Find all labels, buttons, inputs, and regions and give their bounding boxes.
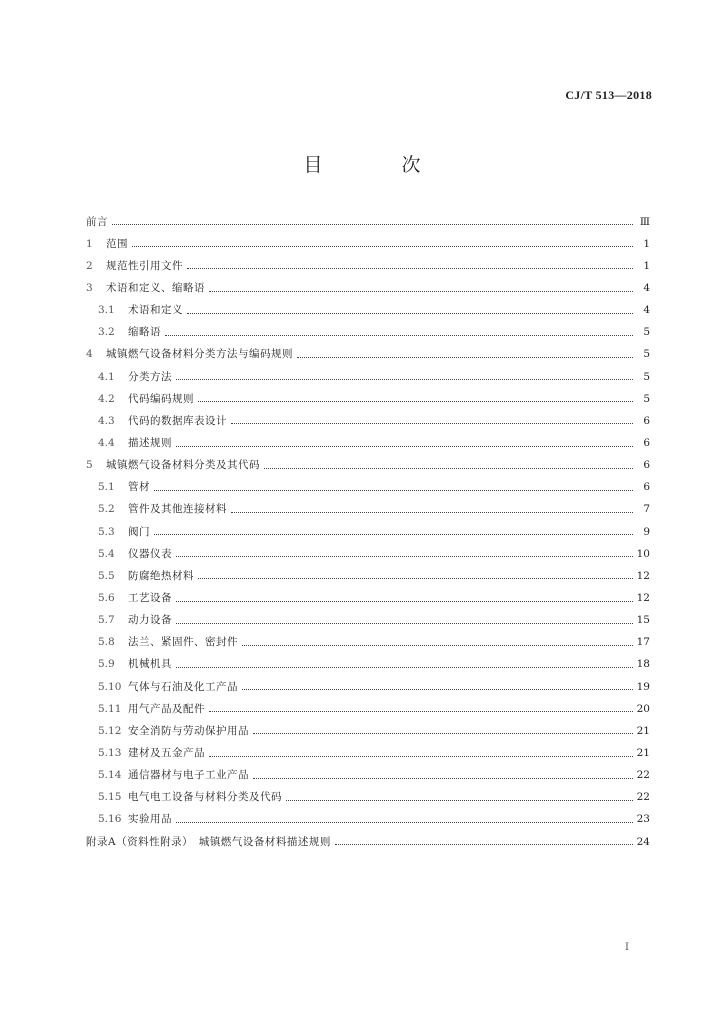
toc-entry-page: 6 <box>643 459 650 472</box>
table-of-contents <box>86 205 650 847</box>
toc-entry[interactable] <box>86 360 650 382</box>
toc-entry-title: 实验用品 <box>128 813 172 826</box>
toc-entry-number: 2 <box>86 259 93 272</box>
standard-code: CJ/T 513—2018 <box>565 88 652 102</box>
toc-dot-leader <box>335 844 633 845</box>
toc-dot-leader <box>253 733 633 734</box>
page-number: I <box>625 942 629 953</box>
toc-entry-number: 3.2 <box>98 326 115 339</box>
toc-entry-number: 5.11 <box>98 702 122 715</box>
toc-entry-page: 1 <box>643 237 650 250</box>
toc-entry[interactable] <box>86 736 650 758</box>
toc-entry[interactable] <box>86 825 650 847</box>
toc-dot-leader <box>187 268 633 269</box>
toc-entry-number: 5.13 <box>98 747 122 760</box>
toc-dot-leader <box>132 246 633 247</box>
toc-dot-leader <box>242 645 633 646</box>
toc-entry-title: 代码的数据库表设计 <box>128 414 227 427</box>
toc-entry-number: 4.4 <box>98 437 115 450</box>
toc-entry-page: 4 <box>643 304 650 317</box>
toc-entry[interactable] <box>86 271 650 293</box>
toc-entry-title: 描述规则 <box>128 437 172 450</box>
toc-entry-page: 4 <box>643 282 650 295</box>
toc-entry[interactable] <box>86 559 650 581</box>
toc-entry[interactable] <box>86 227 650 249</box>
toc-entry-page: 24 <box>636 835 650 848</box>
toc-entry[interactable] <box>86 714 650 736</box>
toc-entry-number: 5.16 <box>98 813 122 826</box>
toc-entry[interactable] <box>86 338 650 360</box>
toc-entry-page: 19 <box>636 680 650 693</box>
toc-entry-number: 5.14 <box>98 769 122 782</box>
toc-entry-title: 通信器材与电子工业产品 <box>128 769 249 782</box>
toc-dot-leader <box>297 357 633 358</box>
toc-dot-leader <box>176 446 633 447</box>
toc-entry-page: 1 <box>643 259 650 272</box>
toc-entry-title: 工艺设备 <box>128 592 172 605</box>
toc-entry-title: 安全消防与劳动保护用品 <box>128 724 249 737</box>
toc-entry-number: 5.8 <box>98 636 115 649</box>
toc-entry-page: 22 <box>636 791 650 804</box>
toc-entry-title: 管件及其他连接材料 <box>128 503 227 516</box>
toc-entry[interactable] <box>86 515 650 537</box>
toc-dot-leader <box>231 512 633 513</box>
toc-entry-number: 5.15 <box>98 791 122 804</box>
toc-entry-page: 15 <box>636 614 650 627</box>
toc-entry-title: 电气电工设备与材料分类及代码 <box>128 791 282 804</box>
toc-entry-title: 仪器仪表 <box>128 547 172 560</box>
toc-entry-number: 4.1 <box>98 370 115 383</box>
toc-entry-page: 17 <box>636 636 650 649</box>
toc-entry-page: 23 <box>636 813 650 826</box>
toc-entry-page: 12 <box>636 569 650 582</box>
toc-entry-number: 5.1 <box>98 481 115 494</box>
toc-entry-title: 缩略语 <box>128 326 161 339</box>
toc-entry-title: 规范性引用文件 <box>106 259 183 272</box>
toc-entry-page: 21 <box>636 747 650 760</box>
toc-dot-leader <box>253 778 633 779</box>
toc-entry-page: 12 <box>636 592 650 605</box>
toc-entry-title: 气体与石油及化工产品 <box>128 680 238 693</box>
toc-dot-leader <box>242 689 633 690</box>
toc-entry[interactable] <box>86 648 650 670</box>
toc-entry-page: 5 <box>643 348 650 361</box>
toc-entry-number: 4.3 <box>98 414 115 427</box>
toc-entry-title: 范围 <box>106 237 128 250</box>
toc-dot-leader <box>112 224 633 225</box>
toc-entry-number: 5.6 <box>98 592 115 605</box>
toc-dot-leader <box>176 822 633 823</box>
toc-dot-leader <box>286 800 633 801</box>
toc-entry-page: 22 <box>636 769 650 782</box>
toc-entry[interactable] <box>86 537 650 559</box>
toc-entry-page: 6 <box>643 481 650 494</box>
toc-entry-title: 城镇燃气设备材料分类方法与编码规则 <box>106 348 293 361</box>
toc-entry-title: 法兰、紧固件、密封件 <box>128 636 238 649</box>
toc-dot-leader <box>264 468 633 469</box>
toc-entry-title: 机械机具 <box>128 658 172 671</box>
toc-entry-title: 附录A（资料性附录） 城镇燃气设备材料描述规则 <box>86 835 331 848</box>
toc-entry[interactable] <box>86 626 650 648</box>
toc-entry[interactable] <box>86 581 650 603</box>
toc-entry-title: 建材及五金产品 <box>128 747 205 760</box>
toc-entry-number: 5.5 <box>98 569 115 582</box>
toc-entry-number: 3.1 <box>98 304 115 317</box>
toc-entry[interactable] <box>86 493 650 515</box>
toc-dot-leader <box>176 667 633 668</box>
toc-entry-title: 城镇燃气设备材料分类及其代码 <box>106 459 260 472</box>
toc-entry[interactable] <box>86 781 650 803</box>
toc-entry[interactable] <box>86 803 650 825</box>
toc-entry-number: 4.2 <box>98 392 115 405</box>
toc-entry-page: 6 <box>643 414 650 427</box>
toc-entry-number: 5.9 <box>98 658 115 671</box>
toc-entry-number: 5.2 <box>98 503 115 516</box>
page-title: 目 次 <box>303 154 451 176</box>
toc-entry-title: 用气产品及配件 <box>128 702 205 715</box>
toc-entry-number: 5 <box>86 459 93 472</box>
toc-dot-leader <box>209 291 633 292</box>
toc-entry-number: 3 <box>86 282 93 295</box>
toc-entry-page: 18 <box>636 658 650 671</box>
toc-entry-title: 动力设备 <box>128 614 172 627</box>
toc-entry-number: 5.7 <box>98 614 115 627</box>
toc-entry-page: 5 <box>643 392 650 405</box>
toc-dot-leader <box>176 379 633 380</box>
toc-entry-title: 前言 <box>86 215 108 228</box>
toc-entry-page: 7 <box>643 503 650 516</box>
toc-entry-title: 术语和定义、缩略语 <box>106 282 205 295</box>
toc-dot-leader <box>198 578 633 579</box>
toc-entry-page: 21 <box>636 724 650 737</box>
toc-entry-title: 防腐绝热材料 <box>128 569 194 582</box>
toc-entry-page: 20 <box>636 702 650 715</box>
toc-entry-page: Ⅲ <box>639 215 650 228</box>
toc-entry-title: 管材 <box>128 481 150 494</box>
toc-entry[interactable] <box>86 692 650 714</box>
toc-entry[interactable] <box>86 449 650 471</box>
toc-dot-leader <box>231 423 633 424</box>
toc-entry-number: 4 <box>86 348 93 361</box>
toc-entry-title: 代码编码规则 <box>128 392 194 405</box>
toc-entry-page: 10 <box>636 547 650 560</box>
toc-dot-leader <box>176 601 633 602</box>
toc-entry[interactable] <box>86 759 650 781</box>
toc-entry-page: 5 <box>643 370 650 383</box>
toc-entry-number: 5.10 <box>98 680 122 693</box>
toc-dot-leader <box>176 556 633 557</box>
toc-entry[interactable] <box>86 670 650 692</box>
toc-entry-number: 1 <box>86 237 93 250</box>
toc-entry[interactable] <box>86 404 650 426</box>
toc-dot-leader <box>209 756 633 757</box>
toc-entry-page: 5 <box>643 326 650 339</box>
toc-dot-leader <box>154 490 633 491</box>
toc-entry-page: 6 <box>643 437 650 450</box>
toc-dot-leader <box>187 313 633 314</box>
toc-entry-title: 分类方法 <box>128 370 172 383</box>
toc-entry[interactable] <box>86 249 650 271</box>
toc-entry[interactable] <box>86 604 650 626</box>
toc-entry-number: 5.12 <box>98 724 122 737</box>
toc-entry[interactable] <box>86 471 650 493</box>
toc-dot-leader <box>198 401 633 402</box>
toc-dot-leader <box>209 711 633 712</box>
toc-dot-leader <box>176 623 633 624</box>
toc-entry-number: 5.3 <box>98 525 115 538</box>
toc-dot-leader <box>165 335 633 336</box>
toc-entry[interactable] <box>86 205 650 227</box>
toc-entry-number: 5.4 <box>98 547 115 560</box>
toc-entry-title: 术语和定义 <box>128 304 183 317</box>
toc-dot-leader <box>154 534 633 535</box>
toc-entry-title: 阀门 <box>128 525 150 538</box>
toc-entry[interactable] <box>86 294 650 316</box>
toc-entry[interactable] <box>86 426 650 448</box>
toc-entry-page: 9 <box>643 525 650 538</box>
toc-entry[interactable] <box>86 316 650 338</box>
toc-entry[interactable] <box>86 382 650 404</box>
